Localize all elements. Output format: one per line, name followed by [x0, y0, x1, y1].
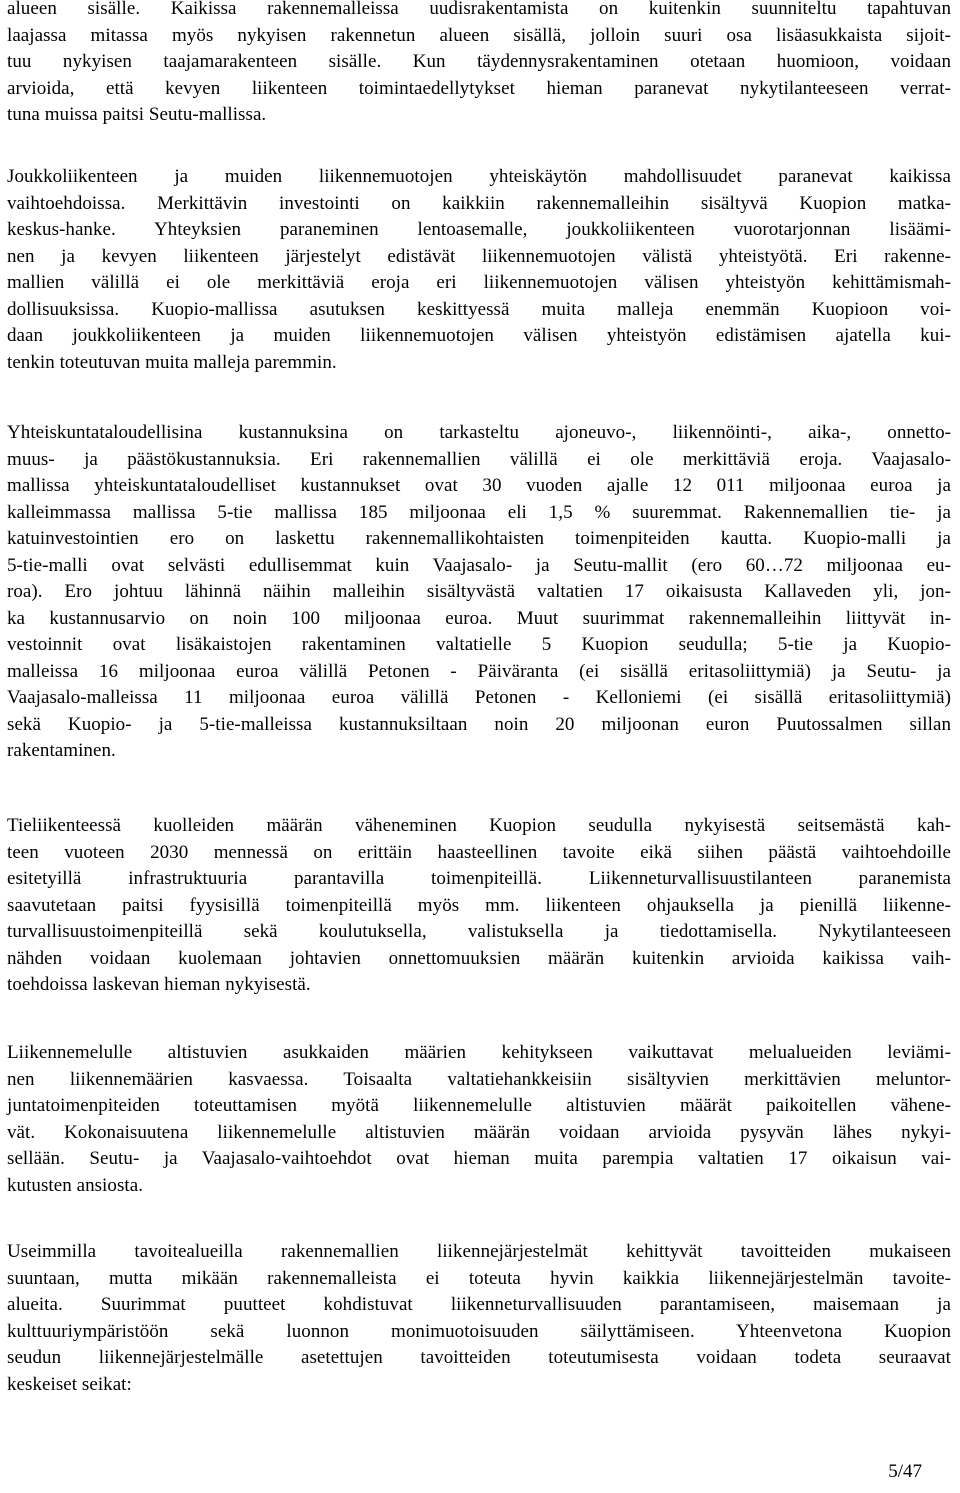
text-line: kulttuuriympäristöön sekä luonnon monimuotoisuuden säilyttämiseen. Yhteenvetona Kuopion	[7, 1320, 951, 1342]
paragraph-5	[7, 1040, 951, 1199]
paragraph-3	[7, 420, 951, 765]
text-line: Yhteiskuntataloudellisina kustannuksina on tarkasteltu ajoneuvo-, liikennöinti-, aika-, onnetto-	[7, 422, 951, 443]
text-line: nähden voidaan kuolemaan johtavien onnettomuuksien määrän kuitenkin arvioida kaikissa vaih-	[7, 947, 951, 969]
text-line: alueen sisälle. Kaikissa rakennemalleissa uudisrakentamista on kuitenkin suunniteltu tapahtuvan	[7, 0, 951, 19]
text-line: esitetyillä infrastruktuuria parantavilla toimenpiteillä. Liikenneturvallisuustilanteen paranemista	[7, 868, 951, 889]
text-line: sekä Kuopio- ja 5-tie-malleissa kustannuksiltaan noin 20 miljoonan euron Puutossalmen sillan	[7, 713, 951, 735]
text-line: nen liikennemäärien kasvaessa. Toisaalta valtatiehankkeisiin sisältyvien merkittävien meluntor-	[7, 1068, 951, 1090]
text-line: Useimmilla tavoitealueilla rakennemallien liikennejärjestelmät kehittyvät tavoitteiden mukaiseen	[7, 1241, 951, 1262]
text-line: rakentaminen.	[7, 740, 116, 761]
paragraph-1	[7, 0, 951, 129]
text-line: 5-tie-malli ovat selvästi edullisemmat kuin Vaajasalo- ja Seutu-mallit (ero 60…72 miljoonaa eu-	[7, 554, 951, 576]
text-line: kalleimmassa mallissa 5-tie mallissa 185 miljoonaa eli 1,5 % suuremmat. Rakennemallien tie- ja	[7, 501, 951, 523]
text-line: daan joukkoliikenteen ja muiden liikennemuotojen välisen yhteistyön edistämisen ajatella kui-	[7, 325, 951, 346]
text-line: mallien välillä ei ole merkittäviä eroja eri liikennemuotojen välisen yhteistyön kehittämismah-	[7, 272, 951, 293]
text-line: tenkin toteutuvan muita malleja paremmin.	[7, 351, 337, 373]
text-line: keskus-hanke. Yhteyksien paraneminen lentoasemalle, joukkoliikenteen vuorotarjonnan lisäämi-	[7, 219, 951, 240]
text-line: Vaajasalo-malleissa 11 miljoonaa euroa välillä Petonen - Kelloniemi (ei sisällä eritasoliittymiä)	[7, 687, 951, 708]
text-line: laajassa mitassa myös nykyisen rakennetun alueen sisällä, jolloin suuri osa lisäasukkaista sijoit-	[7, 24, 951, 46]
text-line: sellään. Seutu- ja Vaajasalo-vaihtoehdot ovat hieman muita parempia valtatien 17 oikaisun vai-	[7, 1148, 951, 1169]
text-line: vaihtoehdoissa. Merkittävin investointi on kaikkiin rakennemalleihin sisältyvä Kuopion matka-	[7, 192, 951, 214]
text-line: muus- ja päästökustannuksia. Eri rakennemallien välillä ei ole merkittäviä eroja. Vaajasalo-	[7, 448, 951, 470]
text-line: Joukkoliikenteen ja muiden liikennemuotojen yhteiskäytön mahdollisuudet paranevat kaikissa	[7, 166, 951, 187]
paragraph-6	[7, 1239, 951, 1398]
text-line: turvallisuustoimenpiteillä sekä koulutuksella, valistuksella ja tiedottamisella. Nykytilanteeseen	[7, 921, 951, 942]
text-line: ka kustannusarvio on noin 100 miljoonaa euroa. Muut suurimmat rakennemalleihin liittyvät in-	[7, 607, 951, 629]
text-line: teen vuoteen 2030 mennessä on erittäin haasteellinen tavoite eikä siihen päästä vaihtoehdoille	[7, 841, 951, 863]
text-line: katuinvestointien ero on laskettu rakennemallikohtaisten toimenpiteiden kautta. Kuopio-malli ja	[7, 528, 951, 549]
text-line: keskeiset seikat:	[7, 1373, 132, 1395]
text-line: kutusten ansiosta.	[7, 1174, 143, 1196]
text-line: vät. Kokonaisuutena liikennemelulle altistuvien määrän voidaan arvioida pysyvän lähes nykyi-	[7, 1121, 951, 1143]
text-line: seudun liikennejärjestelmälle asetettujen tavoitteiden toteutumisesta voidaan todeta seuraavat	[7, 1347, 951, 1368]
text-line: Liikennemelulle altistuvien asukkaiden määrien kehitykseen vaikuttavat melualueiden leviämi-	[7, 1042, 951, 1063]
text-line: alueita. Suurimmat puutteet kohdistuvat liikenneturvallisuuden parantamiseen, maisemaan ja	[7, 1294, 951, 1315]
text-line: saavutetaan paitsi fyysisillä toimenpiteillä myös mm. liikenteen ohjauksella ja pienillä liikenne-	[7, 894, 951, 916]
text-line: dollisuuksissa. Kuopio-mallissa asutuksen keskittyessä muita malleja enemmän Kuopioon voi-	[7, 298, 951, 320]
paragraph-2	[7, 164, 951, 376]
text-line: arvioida, että kevyen liikenteen toimintaedellytykset hieman paranevat nykytilanteeseen verrat-	[7, 77, 951, 99]
text-line: malleissa 16 miljoonaa euroa välillä Petonen - Päiväranta (ei sisällä eritasoliittymiä) ja Seutu- ja	[7, 660, 951, 682]
text-line: nen ja kevyen liikenteen järjestelyt edistävät liikennemuotojen välistä yhteistyötä. Eri rakenne-	[7, 245, 951, 267]
text-line: toehdoissa laskevan hieman nykyisestä.	[7, 974, 311, 995]
text-line: vestoinnit ovat lisäkaistojen rakentaminen valtatielle 5 Kuopion seudulla; 5-tie ja Kuopio-	[7, 634, 951, 655]
page-number: 5/47	[888, 1461, 922, 1482]
text-line: mallissa yhteiskuntataloudelliset kustannukset ovat 30 vuoden ajalle 12 011 miljoonaa euroa ja	[7, 475, 951, 496]
paragraph-4	[7, 813, 951, 999]
text-line: tuu nykyisen taajamarakenteen sisälle. Kun täydennysrakentaminen otetaan huomioon, voidaan	[7, 51, 951, 72]
text-line: tuna muissa paitsi Seutu-mallissa.	[7, 104, 267, 125]
text-line: roa). Ero johtuu lähinnä näihin malleihin sisältyvästä valtatien 17 oikaisusta Kallaveden yli, jon-	[7, 581, 951, 602]
text-line: suuntaan, mutta mikään rakennemalleista ei toteuta hyvin kaikkia liikennejärjestelmän tavoite-	[7, 1267, 951, 1289]
text-line: juntatoimenpiteiden toteuttamisen myötä liikennemelulle altistuvien määrät paikoitellen vähene-	[7, 1095, 951, 1116]
text-line: Tieliikenteessä kuolleiden määrän väheneminen Kuopion seudulla nykyisestä seitsemästä kah-	[7, 815, 951, 836]
